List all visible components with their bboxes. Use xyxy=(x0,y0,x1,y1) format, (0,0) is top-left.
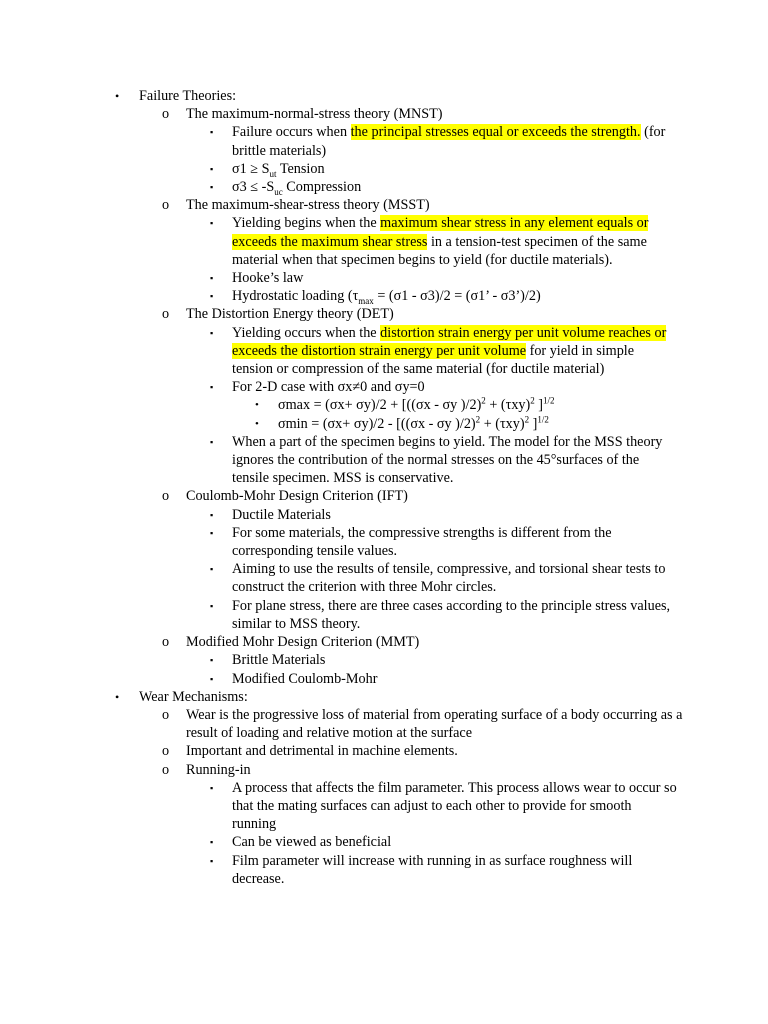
section-wear-mechanisms xyxy=(0,688,768,706)
theory-coulomb-mohr xyxy=(0,487,768,505)
square-bullet: ▪ xyxy=(210,527,214,538)
theory-title: The maximum-normal-stress theory (MNST) xyxy=(186,106,443,123)
formula-text: + (τxy) xyxy=(480,415,525,432)
list-item xyxy=(0,560,768,596)
square-bullet: ▪ xyxy=(210,327,214,338)
list-item xyxy=(0,269,768,287)
superscript: 2 xyxy=(524,413,530,424)
theory-modified-mohr xyxy=(0,633,768,651)
highlighted-text: distortion strain energy per unit volume reaches or exceeds the distortion strain energy per unit volume xyxy=(232,324,667,359)
circle-bullet: o xyxy=(162,106,170,123)
list-item xyxy=(0,670,768,688)
subscript: uc xyxy=(274,186,283,197)
square-bullet: ▪ xyxy=(210,163,214,174)
item-text: (for brittle materials) xyxy=(232,124,666,159)
item-text: When a part of the specimen begins to yield. The model for the MSS theory ignores the contribution of the normal stresses on the 45°surfaces of the tensile specimen. MSS is conservative. xyxy=(232,433,663,487)
theory-mnst xyxy=(0,105,768,123)
list-item xyxy=(0,833,768,851)
circle-bullet: o xyxy=(162,706,170,723)
item-text: Ductile Materials xyxy=(232,506,331,523)
item-text: Film parameter will increase with running in as surface roughness will decrease. xyxy=(232,852,633,887)
theory-msst xyxy=(0,196,768,214)
list-item xyxy=(0,506,768,524)
square-bullet: ▪ xyxy=(210,382,214,393)
list-item xyxy=(0,324,768,379)
square-bullet: ▪ xyxy=(210,673,214,684)
item-text: σ1 ≥ S xyxy=(232,160,270,177)
square-bullet: ▪ xyxy=(210,273,214,284)
section-failure-theories xyxy=(0,87,768,105)
list-item xyxy=(0,123,768,159)
item-text: Brittle Materials xyxy=(232,652,326,669)
list-item xyxy=(0,524,768,560)
item-text: A process that affects the film parameter. This process allows wear to occur so that the mating surfaces can adjust to each other to provide for smooth running xyxy=(232,779,677,833)
superscript: 1/2 xyxy=(543,395,555,406)
notes-outline xyxy=(0,87,768,888)
list-item xyxy=(0,597,768,633)
formula-text: + (τxy) xyxy=(485,397,531,414)
list-item xyxy=(0,160,768,178)
circle-bullet: o xyxy=(162,743,170,760)
wear-item xyxy=(0,706,768,742)
item-text: σ3 ≤ -S xyxy=(232,179,275,196)
square-bullet: ▪ xyxy=(210,182,214,193)
item-text: Aiming to use the results of tensile, compressive, and torsional shear tests to construct the criterion with three Mohr circles. xyxy=(232,561,666,596)
item-text: Wear is the progressive loss of material from operating surface of a body occurring as a result of loading and relative motion at the surface xyxy=(186,706,683,742)
section-heading: Failure Theories: xyxy=(139,88,237,104)
section-heading: Wear Mechanisms: xyxy=(139,688,248,705)
disc-bullet: • xyxy=(255,399,259,412)
disc-bullet: • xyxy=(115,689,120,704)
circle-bullet: o xyxy=(162,634,170,651)
circle-bullet: o xyxy=(162,488,170,505)
subscript: max xyxy=(358,296,374,307)
disc-bullet: • xyxy=(255,417,259,430)
square-bullet: ▪ xyxy=(210,436,214,447)
list-item xyxy=(0,214,768,269)
highlighted-text: the principal stresses equal or exceeds the strength. xyxy=(350,124,641,141)
highlighted-text: maximum shear stress in any element equals or exceeds the maximum shear stress xyxy=(232,215,649,250)
item-text: For some materials, the compressive strengths is different from the corresponding tensile values. xyxy=(232,524,612,560)
list-item xyxy=(0,779,768,834)
item-text: Hooke’s law xyxy=(232,270,304,287)
formula-text: σmax = (σx+ σy)/2 + [((σx - σy )/2) xyxy=(278,397,482,414)
square-bullet: ▪ xyxy=(210,600,214,611)
item-text: = (σ1 - σ3)/2 = (σ1’ - σ3’)/2) xyxy=(373,288,541,305)
list-item xyxy=(0,287,768,305)
item-text: Tension xyxy=(276,160,325,177)
wear-item xyxy=(0,742,768,760)
item-text: in a tension-test specimen of the same material when that specimen begins to yield (for ductile materials). xyxy=(232,233,647,268)
square-bullet: ▪ xyxy=(210,218,214,229)
item-text: Modified Coulomb-Mohr xyxy=(232,670,378,687)
list-item xyxy=(0,651,768,669)
theory-title: The maximum-shear-stress theory (MSST) xyxy=(186,197,430,214)
circle-bullet: o xyxy=(162,306,170,323)
superscript: 2 xyxy=(481,395,486,406)
superscript: 2 xyxy=(475,413,481,424)
item-text: Yielding occurs when the xyxy=(232,324,381,341)
superscript: 2 xyxy=(530,395,535,406)
item-text: for yield in simple tension or compression of the same material (for ductile material) xyxy=(232,342,635,378)
subscript: ut xyxy=(269,168,277,179)
formula-item xyxy=(0,415,768,433)
item-text: Can be viewed as beneficial xyxy=(232,834,392,851)
formula-text: ] xyxy=(529,415,538,432)
item-text: For 2-D case with σx≠0 and σy=0 xyxy=(232,379,425,396)
list-item xyxy=(0,378,768,396)
item-text: Important and detrimental in machine elements. xyxy=(186,743,458,760)
circle-bullet: o xyxy=(162,197,170,214)
item-text: Yielding begins when the xyxy=(232,215,381,232)
square-bullet: ▪ xyxy=(210,127,214,138)
square-bullet: ▪ xyxy=(210,782,214,793)
square-bullet: ▪ xyxy=(210,564,214,575)
square-bullet: ▪ xyxy=(210,655,214,666)
superscript: 1/2 xyxy=(537,413,549,424)
square-bullet: ▪ xyxy=(210,855,214,866)
circle-bullet: o xyxy=(162,761,170,778)
formula-text: σmin = (σx+ σy)/2 - [((σx - σy )/2) xyxy=(278,415,476,432)
item-text: For plane stress, there are three cases according to the principle stress values, similar to MSS theory. xyxy=(232,597,671,632)
list-item xyxy=(0,852,768,888)
formula-text: ] xyxy=(534,397,544,414)
list-item xyxy=(0,178,768,196)
item-text: Hydrostatic loading (τ xyxy=(232,288,359,305)
square-bullet: ▪ xyxy=(210,509,214,520)
theory-title: The Distortion Energy theory (DET) xyxy=(186,306,394,323)
item-text: Failure occurs when xyxy=(232,124,351,141)
formula-item xyxy=(0,396,768,414)
theory-title: Coulomb-Mohr Design Criterion (IFT) xyxy=(186,488,408,505)
wear-running-in xyxy=(0,761,768,779)
theory-title: Modified Mohr Design Criterion (MMT) xyxy=(186,634,420,651)
item-text: Running-in xyxy=(186,761,251,778)
square-bullet: ▪ xyxy=(210,837,214,848)
theory-det xyxy=(0,305,768,323)
item-text: Compression xyxy=(282,179,362,196)
square-bullet: ▪ xyxy=(210,291,214,302)
list-item xyxy=(0,433,768,488)
disc-bullet: • xyxy=(115,89,120,103)
